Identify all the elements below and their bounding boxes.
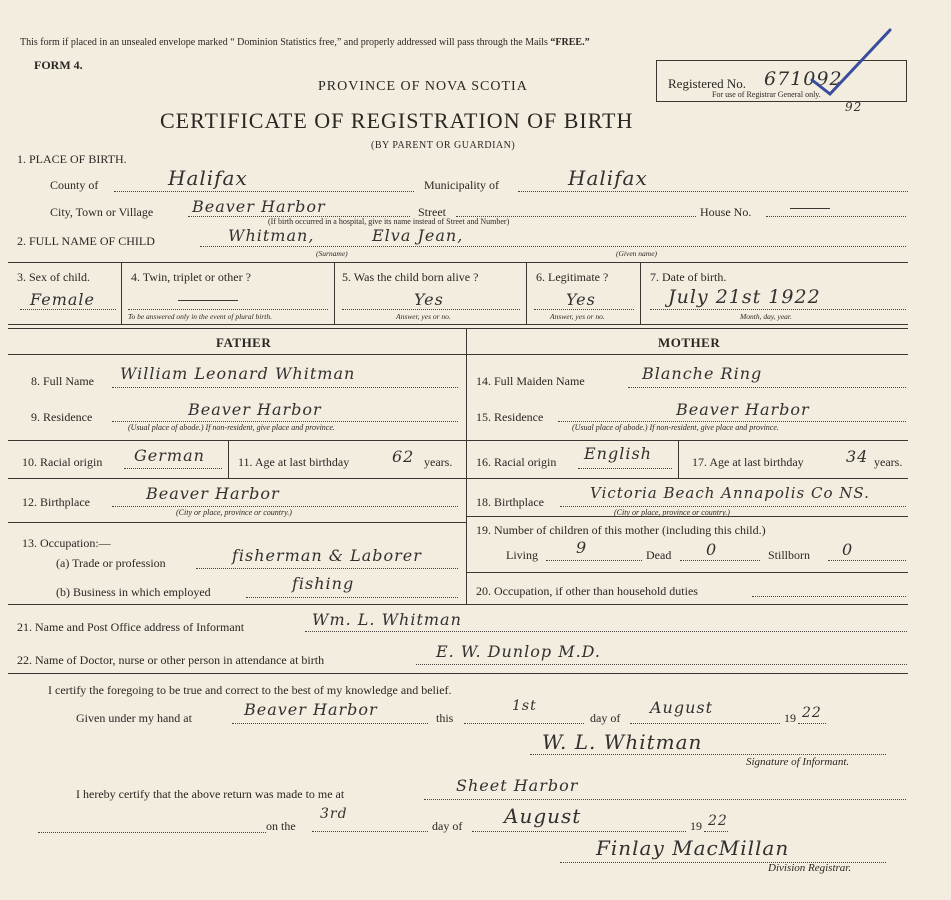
on-the-label: on the: [266, 819, 296, 833]
informant-value: Wm. L. Whitman: [312, 610, 462, 629]
postal-note-text: This form if placed in an unsealed envelope marked “ Dominion Statistics free,” and properly addressed will pass through the Mails: [20, 37, 548, 48]
registrar-signature: Finlay MacMillan: [596, 836, 790, 860]
father-years: years.: [424, 455, 453, 469]
informant-day-value: 1st: [512, 698, 537, 714]
year-value-2: 22: [708, 813, 728, 829]
mother-birthplace-note: (City or place, province or country.): [614, 508, 730, 517]
corner-mark: 92: [845, 100, 863, 114]
mother-age-label: 17. Age at last birthday: [692, 455, 804, 469]
legitimate-label: 6. Legitimate ?: [536, 270, 609, 284]
registered-label: Registered No.: [668, 76, 746, 91]
registrar-place-value: Sheet Harbor: [456, 776, 579, 795]
certificate-title: CERTIFICATE OF REGISTRATION OF BIRTH: [160, 108, 634, 133]
mother-racial-label: 16. Racial origin: [476, 455, 557, 469]
municipality-value: Halifax: [568, 166, 648, 190]
business-label: (b) Business in which employed: [56, 585, 211, 599]
father-birthplace-value: Beaver Harbor: [146, 484, 280, 503]
county-label: County of: [50, 178, 99, 192]
trade-value: fisherman & Laborer: [232, 546, 422, 565]
street-note: (If birth occurred in a hospital, give its name instead of Street and Number): [268, 217, 510, 226]
mother-name-label: 14. Full Maiden Name: [476, 374, 585, 388]
mother-years: years.: [874, 455, 903, 469]
doctor-label: 22. Name of Doctor, nurse or other person in attendance at birth: [17, 653, 325, 667]
year-prefix-2: 19: [690, 819, 702, 833]
dead-label: Dead: [646, 548, 672, 562]
father-racial-value: German: [134, 446, 205, 465]
birth-date-note: Month, day, year.: [740, 312, 792, 321]
certificate-subtitle: (BY PARENT OR GUARDIAN): [371, 140, 516, 151]
given-under-label: Given under my hand at: [76, 711, 192, 725]
informant-label: 21. Name and Post Office address of Informant: [17, 620, 245, 634]
mother-birthplace-value: Victoria Beach Annapolis Co NS.: [590, 484, 870, 502]
mother-racial-value: English: [584, 444, 652, 463]
stillborn-label: Stillborn: [768, 548, 811, 562]
alive-note: Answer, yes or no.: [396, 312, 451, 321]
father-age-value: 62: [392, 447, 415, 466]
father-heading: FATHER: [216, 335, 272, 350]
stillborn-value: 0: [842, 540, 854, 559]
children-label: 19. Number of children of this mother (including this child.): [476, 523, 766, 537]
checkmark-icon: [800, 22, 900, 102]
trade-label: (a) Trade or profession: [56, 556, 166, 570]
county-value: Halifax: [168, 166, 248, 190]
alive-label: 5. Was the child born alive ?: [342, 270, 479, 284]
father-name-value: William Leonard Whitman: [120, 364, 356, 383]
return-statement: I hereby certify that the above return was made to me at: [76, 787, 345, 801]
form-number: FORM 4.: [34, 58, 83, 72]
informant-month-value: August: [650, 698, 714, 717]
father-residence-note: (Usual place of abode.) If non-resident, give place and province.: [128, 423, 335, 432]
city-label: City, Town or Village: [50, 205, 154, 219]
informant-signature: W. L. Whitman: [542, 730, 703, 754]
postal-note: [20, 37, 590, 48]
mother-heading: MOTHER: [658, 335, 721, 350]
year-prefix-1: 19: [784, 711, 796, 725]
surname-caption: (Surname): [316, 249, 348, 258]
legitimate-value: Yes: [566, 290, 596, 309]
twin-note: To be answered only in the event of plural birth.: [128, 312, 273, 321]
mother-age-value: 34: [846, 447, 869, 466]
informant-place-value: Beaver Harbor: [244, 700, 378, 719]
father-racial-label: 10. Racial origin: [22, 455, 103, 469]
registrar-month-value: August: [504, 804, 582, 828]
registrar-signature-caption: Division Registrar.: [768, 862, 852, 874]
place-of-birth-heading: 1. PLACE OF BIRTH.: [17, 152, 127, 166]
province-heading: PROVINCE OF NOVA SCOTIA: [318, 79, 528, 94]
father-name-label: 8. Full Name: [31, 374, 94, 388]
child-surname: Whitman,: [228, 226, 315, 245]
mother-residence-label: 15. Residence: [476, 410, 544, 424]
mother-occupation-label: 20. Occupation, if other than household duties: [476, 584, 698, 598]
certify-statement: I certify the foregoing to be true and correct to the best of my knowledge and belief.: [48, 683, 452, 697]
day-of-label: day of: [590, 711, 621, 725]
dead-value: 0: [706, 540, 718, 559]
birth-date-label: 7. Date of birth.: [650, 270, 727, 284]
municipality-label: Municipality of: [424, 178, 499, 192]
street-label: Street: [418, 205, 446, 219]
house-label: House No.: [700, 205, 752, 219]
child-name-label: 2. FULL NAME OF CHILD: [17, 234, 155, 248]
mother-birthplace-label: 18. Birthplace: [476, 495, 544, 509]
living-value: 9: [576, 538, 588, 557]
informant-signature-caption: Signature of Informant.: [746, 756, 850, 768]
registered-number: 671092: [764, 68, 843, 90]
father-residence-label: 9. Residence: [31, 410, 93, 424]
year-value-1: 22: [802, 705, 822, 721]
legitimate-note: Answer, yes or no.: [550, 312, 605, 321]
father-occupation-label: 13. Occupation:—: [22, 536, 111, 550]
father-birthplace-note: (City or place, province or country.): [176, 508, 292, 517]
father-birthplace-label: 12. Birthplace: [22, 495, 90, 509]
father-age-label: 11. Age at last birthday: [238, 455, 350, 469]
mother-residence-value: Beaver Harbor: [676, 400, 810, 419]
postal-free: “FREE.”: [550, 37, 590, 48]
given-caption: (Given name): [616, 249, 658, 258]
registrar-note: For use of Registrar General only.: [712, 90, 821, 99]
doctor-value: E. W. Dunlop M.D.: [436, 642, 601, 661]
day-of-label-2: day of: [432, 819, 463, 833]
mother-name-value: Blanche Ring: [642, 364, 763, 383]
city-value: Beaver Harbor: [192, 197, 326, 216]
birth-date-value: July 21st 1922: [668, 286, 821, 308]
registrar-day-value: 3rd: [320, 806, 348, 822]
mother-residence-note: (Usual place of abode.) If non-resident, give place and province.: [572, 423, 779, 432]
business-value: fishing: [292, 574, 355, 593]
father-residence-value: Beaver Harbor: [188, 400, 322, 419]
sex-label: 3. Sex of child.: [17, 270, 90, 284]
alive-value: Yes: [414, 290, 444, 309]
twin-label: 4. Twin, triplet or other ?: [131, 270, 251, 284]
child-given-name: Elva Jean,: [372, 226, 464, 245]
living-label: Living: [506, 548, 538, 562]
sex-value: Female: [30, 290, 95, 309]
this-label: this: [436, 711, 454, 725]
